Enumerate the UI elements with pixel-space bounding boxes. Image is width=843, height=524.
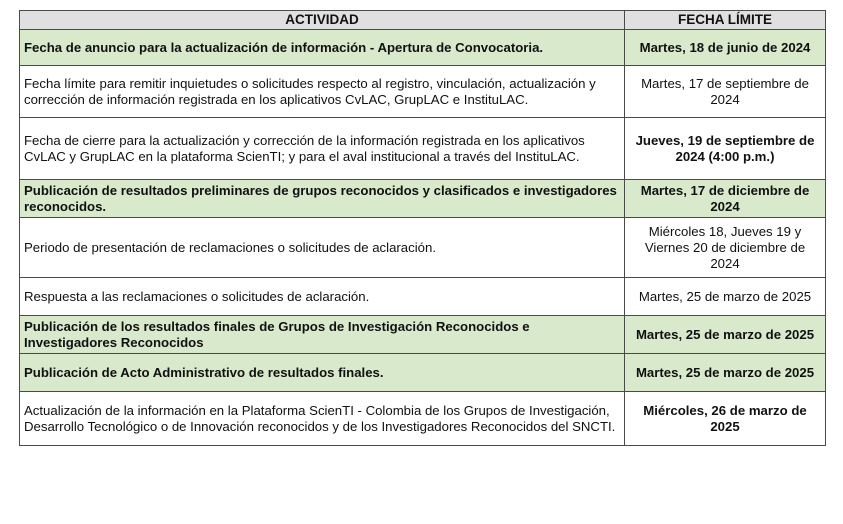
date-cell: Miércoles, 26 de marzo de 2025 <box>625 392 826 446</box>
activity-cell: Publicación de Acto Administrativo de resultados finales. <box>20 354 625 392</box>
activity-cell: Respuesta a las reclamaciones o solicitudes de aclaración. <box>20 278 625 316</box>
date-cell: Jueves, 19 de septiembre de 2024 (4:00 p.m.) <box>625 118 826 180</box>
column-header-activity: ACTIVIDAD <box>20 11 625 30</box>
date-cell: Miércoles 18, Jueves 19 y Viernes 20 de diciembre de 2024 <box>625 218 826 278</box>
activity-cell: Periodo de presentación de reclamaciones o solicitudes de aclaración. <box>20 218 625 278</box>
table-row <box>20 278 826 316</box>
column-header-deadline: FECHA LÍMITE <box>625 11 826 30</box>
activity-cell: Fecha límite para remitir inquietudes o solicitudes respecto al registro, vinculación, actualización y corrección de información registrada en los aplicativos CvLAC, GrupLAC e InstituLAC. <box>20 66 625 118</box>
table-row <box>20 354 826 392</box>
table-row <box>20 392 826 446</box>
table-row <box>20 66 826 118</box>
table-row <box>20 180 826 218</box>
activity-cell: Publicación de resultados preliminares de grupos reconocidos y clasificados e investigadores reconocidos. <box>20 180 625 218</box>
date-cell: Martes, 17 de diciembre de 2024 <box>625 180 826 218</box>
date-cell: Martes, 17 de septiembre de 2024 <box>625 66 826 118</box>
date-cell: Martes, 25 de marzo de 2025 <box>625 354 826 392</box>
activity-cell: Publicación de los resultados finales de Grupos de Investigación Reconocidos e Investigadores Reconocidos <box>20 316 625 354</box>
table-row <box>20 30 826 66</box>
date-cell: Martes, 25 de marzo de 2025 <box>625 316 826 354</box>
date-cell: Martes, 25 de marzo de 2025 <box>625 278 826 316</box>
table-header-row <box>20 11 826 30</box>
activity-cell: Fecha de cierre para la actualización y corrección de la información registrada en los aplicativos CvLAC y GrupLAC en la plataforma ScienTI; y para el aval institucional a través del InstituLAC. <box>20 118 625 180</box>
table-row <box>20 218 826 278</box>
table-row <box>20 118 826 180</box>
activity-cell: Actualización de la información en la Plataforma ScienTI - Colombia de los Grupos de Investigación, Desarrollo Tecnológico o de Innovación reconocidos y de los Investigadores Reconocidos del SNCTI. <box>20 392 625 446</box>
activity-cell: Fecha de anuncio para la actualización de información - Apertura de Convocatoria. <box>20 30 625 66</box>
date-cell: Martes, 18 de junio de 2024 <box>625 30 826 66</box>
table-row <box>20 316 826 354</box>
schedule-table <box>19 10 826 446</box>
